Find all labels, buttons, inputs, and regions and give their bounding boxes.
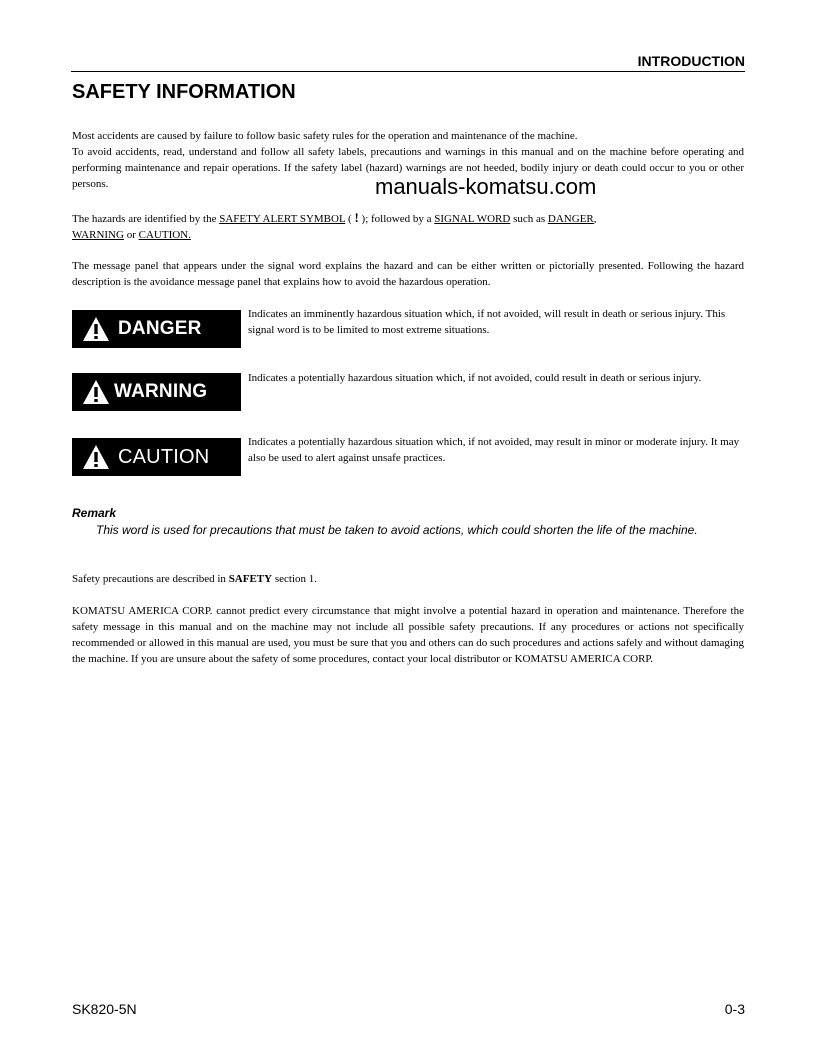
message-panel-paragraph: The message panel that appears under the signal word explains the hazard and can be either written or pictorially presented. Following the hazard description is the avoidance message panel that explains how to avoid the hazardous operation. (72, 260, 744, 288)
warning-description: Indicates a potentially hazardous situation which, if not avoided, could result in death or serious injury. (248, 372, 702, 384)
hazards-text: , (593, 213, 597, 225)
footer-page-number: 0-3 (724, 1001, 745, 1017)
caution-term: CAUTION. (138, 229, 191, 241)
warning-triangle-icon (82, 444, 110, 470)
header-section-title: INTRODUCTION (637, 53, 745, 69)
hazards-text: The hazards are identified by the (72, 213, 220, 225)
intro-line-2: To avoid accidents, read, understand and follow all safety labels, precautions and warnings in this manual and on the machine before operating and performing maintenance and repair operations. If the safety label (hazard) warnings are not heeded, bodily injury or death could occur to you or other persons. (72, 146, 744, 190)
warning-triangle-icon (82, 379, 110, 405)
alert-symbol-icon: ! (354, 210, 359, 225)
header-rule (71, 71, 745, 72)
safety-section-ref: SAFETY (228, 573, 273, 585)
intro-line-1: Most accidents are caused by failure to follow basic safety rules for the operation and maintenance of the machine. (72, 130, 578, 142)
caution-signal-word: CAUTION (118, 445, 210, 468)
danger-description: Indicates an imminently hazardous situation which, if not avoided, will result in death or serious injury. This signal word is to be limited to most extreme situations. (248, 308, 726, 336)
signal-word-term: SIGNAL WORD (434, 213, 511, 225)
precautions-paragraph (72, 571, 744, 587)
warning-signal-word: WARNING (114, 381, 208, 402)
komatsu-paragraph: KOMATSU AMERICA CORP. cannot predict every circumstance that might involve a potential hazard in operation and maintenance. Therefore the safety message in this manual and on the machine may not include all possible safety precautions. If any procedures or actions not specifically recommended or allowed in this manual are used, you must be sure that you and others can do such procedures and actions safely and without damaging the machine. If you are unsure about the safety of some procedures, contact your local distributor or KOMATSU AMERICA CORP. (72, 605, 744, 665)
caution-description: Indicates a potentially hazardous situation which, if not avoided, may result in minor or moderate injury. It may also be used to alert against unsafe practices. (248, 436, 740, 464)
page-title: SAFETY INFORMATION (72, 81, 296, 103)
danger-signal-panel (72, 310, 241, 348)
precautions-text: Safety precautions are described in (72, 573, 229, 585)
precautions-text: section 1. (272, 573, 318, 585)
remark-title: Remark (72, 506, 117, 520)
hazards-paragraph (72, 210, 744, 243)
warning-signal-panel (72, 373, 241, 411)
hazards-text: ( (345, 213, 355, 225)
footer-model: SK820-5N (72, 1001, 137, 1017)
danger-term: DANGER (547, 213, 594, 225)
danger-signal-word: DANGER (118, 318, 202, 339)
watermark: manuals-komatsu.com (375, 174, 597, 199)
caution-signal-panel (72, 438, 241, 476)
hazards-text: such as (510, 213, 548, 225)
remark-body: This word is used for precautions that must be taken to avoid actions, which could shorten the life of the machine. (96, 523, 698, 537)
hazards-text: or (123, 229, 139, 241)
safety-alert-symbol-term: SAFETY ALERT SYMBOL (219, 213, 346, 225)
warning-triangle-icon (82, 316, 110, 342)
hazards-text: ); followed by a (358, 213, 435, 225)
warning-term: WARNING (72, 229, 124, 241)
